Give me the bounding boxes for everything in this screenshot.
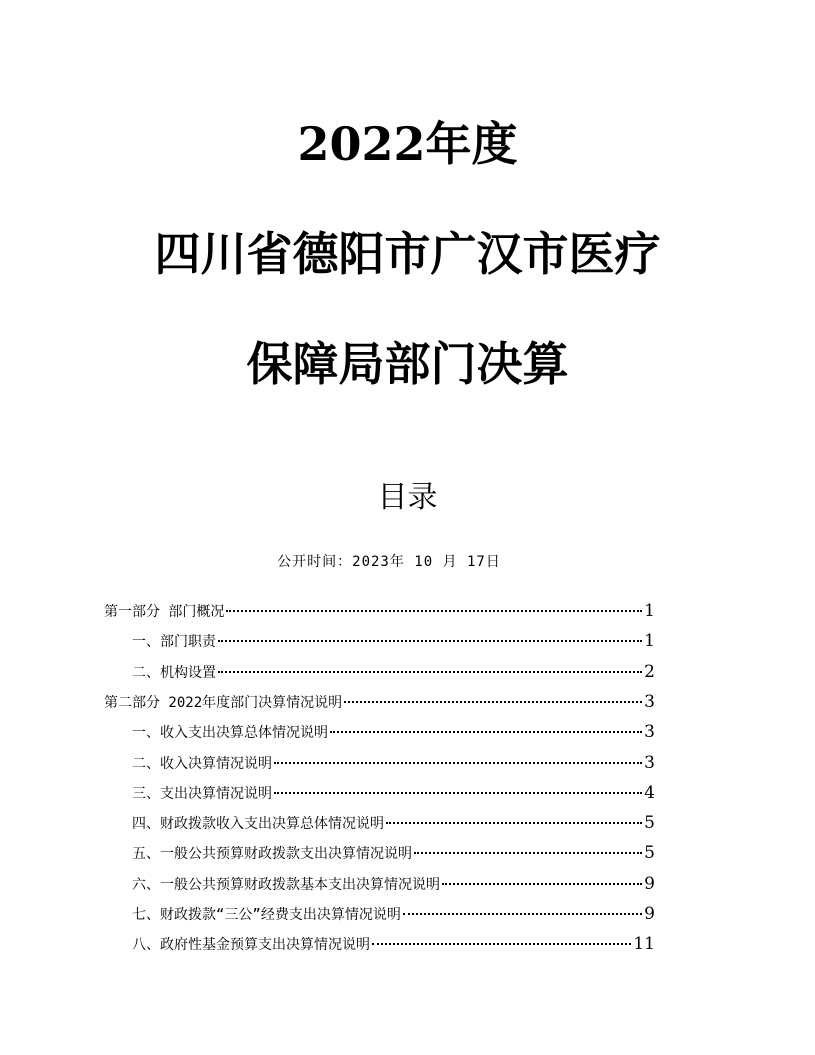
toc-entry-page-number: 11 xyxy=(633,934,655,955)
toc-entry-label: 一、部门职责 xyxy=(132,634,216,651)
toc-entry[interactable] xyxy=(132,900,655,928)
toc-entry[interactable] xyxy=(132,930,655,958)
toc-dot-leader xyxy=(372,943,631,945)
toc-dot-leader xyxy=(218,640,642,642)
toc-entry-label: 七、财政拨款“三公”经费支出决算情况说明 xyxy=(132,907,401,923)
toc-entry-page-number: 4 xyxy=(644,782,655,803)
toc-entry-label: 五、一般公共预算财政拨款支出决算情况说明 xyxy=(132,846,412,863)
toc-entry-label: 四、财政拨款收入支出决算总体情况说明 xyxy=(132,816,384,833)
toc-dot-leader xyxy=(344,701,642,703)
toc-entry[interactable] xyxy=(132,839,655,867)
toc-entry-page-number: 2 xyxy=(644,661,655,682)
toc-entry[interactable] xyxy=(132,658,655,686)
toc-entry-label: 八、政府性基金预算支出决算情况说明 xyxy=(132,937,370,954)
toc-entry[interactable] xyxy=(132,627,655,655)
toc-entry[interactable] xyxy=(132,870,655,898)
toc-dot-leader xyxy=(386,822,642,824)
toc-dot-leader xyxy=(442,883,642,885)
publish-date: 公开时间：2023年 10 月 17日 xyxy=(277,554,501,570)
toc-entry-page-number: 3 xyxy=(644,691,655,712)
toc-dot-leader xyxy=(414,852,642,854)
toc-entry-page-number: 1 xyxy=(644,601,655,621)
toc-dot-leader xyxy=(274,792,642,794)
toc-entry[interactable] xyxy=(104,688,655,716)
toc-dot-leader xyxy=(218,671,642,673)
toc-dot-leader xyxy=(330,731,642,733)
toc-entry-page-number: 5 xyxy=(644,813,655,834)
toc-entry-page-number: 5 xyxy=(644,843,655,864)
toc-entry-label: 第一部分 部门概况 xyxy=(104,604,225,620)
toc-entry-label: 一、收入支出决算总体情况说明 xyxy=(132,725,328,742)
toc-dot-leader xyxy=(274,762,642,764)
toc-entry-label: 二、收入决算情况说明 xyxy=(132,755,272,772)
document-title-year: 2022年度 xyxy=(297,117,518,171)
toc-entry-label: 二、机构设置 xyxy=(132,664,216,681)
toc-dot-leader xyxy=(403,913,642,915)
toc-entry[interactable] xyxy=(132,718,655,746)
toc-entry-label: 三、支出决算情况说明 xyxy=(132,785,272,802)
toc-entry-page-number: 1 xyxy=(644,631,655,652)
toc-entry[interactable] xyxy=(132,749,655,777)
toc-entry[interactable] xyxy=(104,597,655,625)
toc-entry-page-number: 3 xyxy=(644,752,655,773)
toc-heading: 目录 xyxy=(377,480,438,515)
toc-entry-label: 六、一般公共预算财政拨款基本支出决算情况说明 xyxy=(132,876,440,893)
toc-entry[interactable] xyxy=(132,809,655,837)
toc-entry-page-number: 9 xyxy=(644,873,655,894)
toc-dot-leader xyxy=(226,610,642,612)
toc-entry[interactable] xyxy=(132,779,655,807)
document-title-org: 四川省德阳市广汉市医疗 xyxy=(154,227,661,281)
toc-entry-page-number: 9 xyxy=(644,904,655,924)
document-title-subject: 保障局部门决算 xyxy=(246,337,569,391)
toc-entry-label: 第二部分 2022年度部门决算情况说明 xyxy=(104,694,343,711)
toc-entry-page-number: 3 xyxy=(644,722,655,743)
